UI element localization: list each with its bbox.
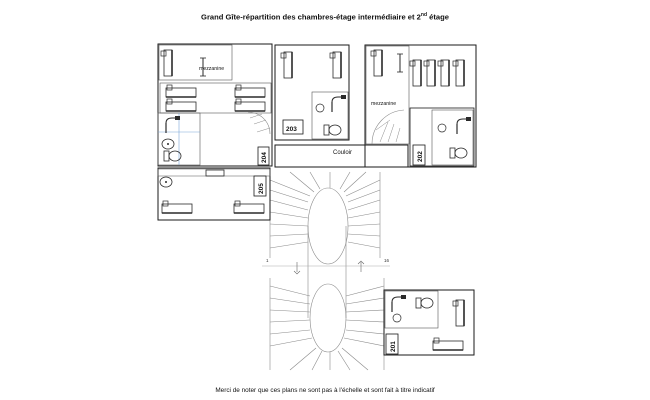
room-number-202: 202	[417, 151, 424, 162]
corridor-label: Couloir	[333, 150, 353, 156]
bathroom-201	[385, 291, 438, 328]
spiral-stair-204	[248, 112, 270, 134]
room-number-204: 204	[261, 152, 268, 163]
room-201	[384, 290, 474, 355]
bathroom-203	[312, 92, 348, 139]
room-number-205: 205	[258, 183, 265, 194]
room-205	[158, 168, 270, 220]
room-number-201: 201	[390, 341, 397, 352]
main-staircase	[262, 172, 390, 370]
mezzanine-area-right	[366, 46, 409, 144]
mezzanine-label-right: mezzanine	[371, 101, 397, 107]
room-number-203: 203	[286, 126, 297, 133]
corridor	[275, 145, 408, 167]
wc-icon	[164, 151, 181, 161]
spiral-stair-202	[372, 110, 404, 144]
basin-icon	[162, 139, 174, 149]
stair-start-label: 1	[266, 258, 269, 263]
scale-disclaimer: Merci de noter que ces plans ne sont pas à l'échelle et sont fait à titre indicatif	[215, 387, 435, 394]
plan-title: Grand Gîte-répartition des chambres-étage intermédiaire et 2nd étage	[201, 12, 449, 22]
mezzanine-label-left: mezzanine	[199, 66, 225, 72]
stair-end-label: 16	[384, 258, 390, 263]
room-204	[158, 44, 272, 166]
